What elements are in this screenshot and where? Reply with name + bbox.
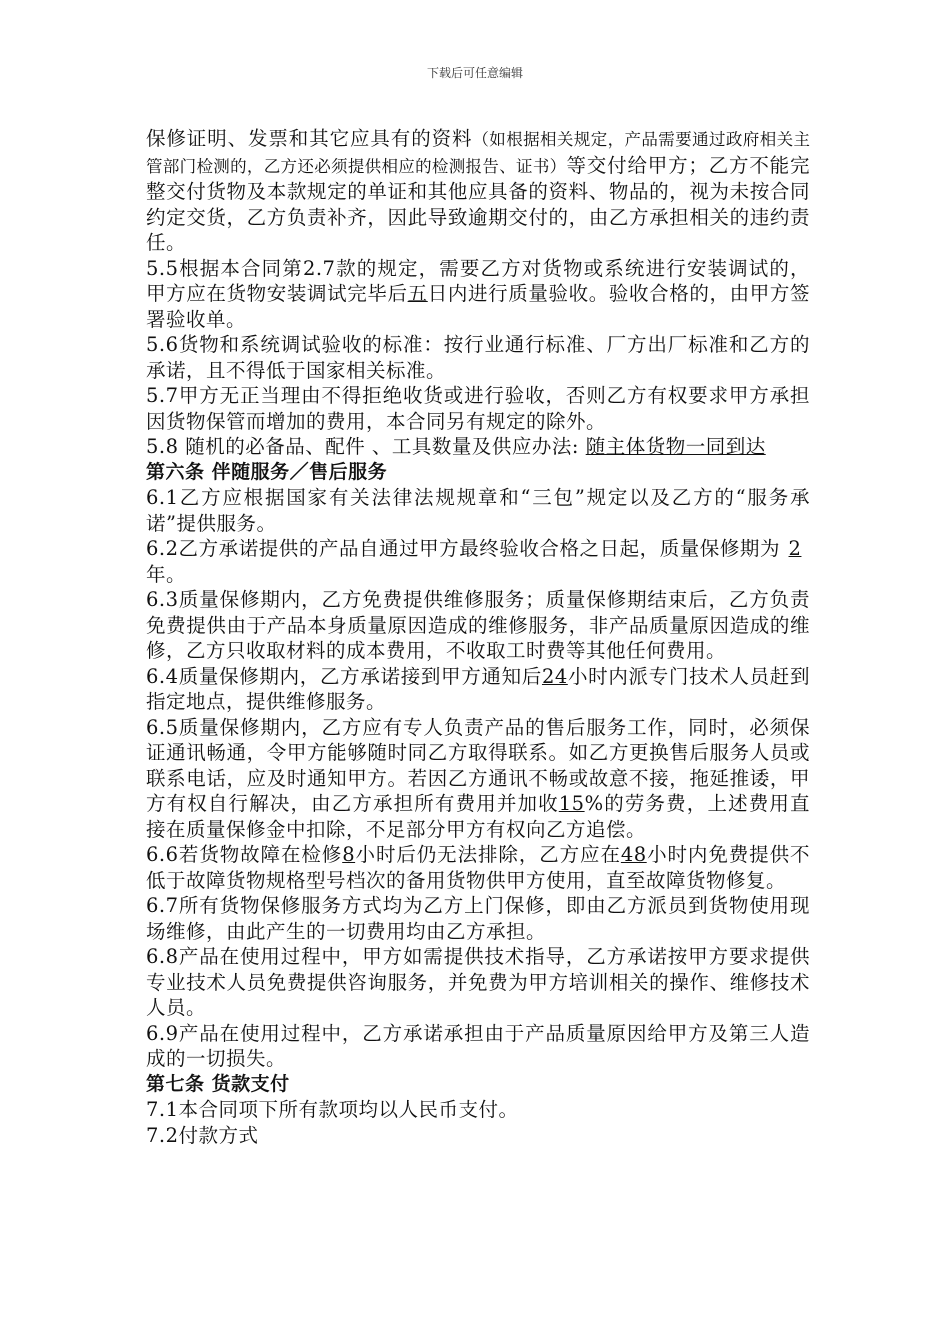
clause-5-5: 5.5根据本合同第2.7款的规定，需要乙方对货物或系统进行安装调试的，甲方应在货物安装调试完毕后五日内进行质量验收。验收合格的，由甲方签署验收单。: [146, 256, 810, 331]
filled-value: 2: [788, 537, 802, 560]
clause-5-8: 5.8 随机的必备品、配件 、工具数量及供应办法: 随主体货物一同到达: [146, 435, 766, 458]
clause-6-1: 6.1乙方应根据国家有关法律法规规章和“三包”规定以及乙方的“服务承诺”提供服务。: [146, 486, 810, 535]
filled-value: 五: [407, 282, 428, 305]
document-body: [146, 126, 810, 1148]
clause-7-2: 7.2付款方式: [146, 1123, 259, 1147]
filled-value: 随主体货物一同到达: [585, 435, 766, 458]
paragraph-note: （如根据相关规定，产品需要通过政府相关主管部门检测的，乙方还必须提供相应的检测报告、证书）: [146, 130, 810, 176]
clause-6-2: 6.2乙方承诺提供的产品自通过甲方最终验收合格之日起，质量保修期为 2年。: [146, 536, 810, 587]
clause-5-7: 5.7甲方无正当理由不得拒绝收货或进行验收，否则乙方有权要求甲方承担因货物保管而增加的费用，本合同另有规定的除外。: [146, 384, 810, 433]
clause-5-6: 5.6货物和系统调试验收的标准：按行业通行标准、厂方出厂标准和乙方的承诺，且不得低于国家相关标准。: [146, 333, 810, 382]
filled-value: 24: [541, 664, 568, 688]
clause-6-3: 6.3质量保修期内，乙方免费提供维修服务；质量保修期结束后，乙方负责免费提供由于产品本身质量原因造成的维修服务，非产品质量原因造成的维修，乙方只收取材料的成本费用，不收取工时费等其他任何费用。: [146, 588, 810, 662]
filled-value: 15: [558, 792, 585, 815]
paragraph-delivery-docs: 保修证明、发票和其它应具有的资料（如根据相关规定，产品需要通过政府相关主管部门检测的，乙方还必须提供相应的检测报告、证书）等交付给甲方；乙方不能完整交付货物及本款规定的单证和其他应具备的资料、物品的，视为未按合同约定交货，乙方负责补齐，因此导致逾期交付的，由乙方承担相关的违约责任。: [146, 127, 810, 254]
filled-value: 8: [342, 843, 356, 866]
section-heading-7: 第七条 货款支付: [146, 1072, 290, 1095]
clause-6-6: 6.6若货物故障在检修8小时后仍无法排除，乙方应在48小时内免费提供不低于故障货物规格型号档次的备用货物供甲方使用，直至故障货物修复。: [146, 843, 810, 892]
section-heading-6: 第六条 伴随服务／售后服务: [146, 460, 388, 483]
page-header: 下载后可任意编辑: [426, 66, 523, 80]
clause-6-4: 6.4质量保修期内，乙方承诺接到甲方通知后24小时内派专门技术人员赶到指定地点，提供维修服务。: [146, 664, 810, 713]
clause-6-7: 6.7所有货物保修服务方式均为乙方上门保修，即由乙方派员到货物使用现场维修，由此产生的一切费用均由乙方承担。: [146, 894, 810, 943]
clause-6-8: 6.8产品在使用过程中，甲方如需提供技术指导，乙方承诺按甲方要求提供专业技术人员免费提供咨询服务，并免费为甲方培训相关的操作、维修技术人员。: [146, 945, 810, 1019]
clause-7-1: 7.1本合同项下所有款项均以人民币支付。: [146, 1098, 519, 1121]
clause-6-9: 6.9产品在使用过程中，乙方承诺承担由于产品质量原因给甲方及第三人造成的一切损失。: [146, 1021, 810, 1070]
filled-value: 48: [620, 843, 647, 866]
clause-6-5: 6.5质量保修期内，乙方应有专人负责产品的售后服务工作，同时，必须保证通讯畅通，令甲方能够随时同乙方取得联系。如乙方更换售后服务人员或联系电话，应及时通知甲方。若因乙方通讯不畅或故意不接，拖延推诿，甲方有权自行解决，由乙方承担所有费用并加收15%的劳务费，上述费用直接在质量保修金中扣除，不足部分甲方有权向乙方追偿。: [146, 715, 810, 841]
